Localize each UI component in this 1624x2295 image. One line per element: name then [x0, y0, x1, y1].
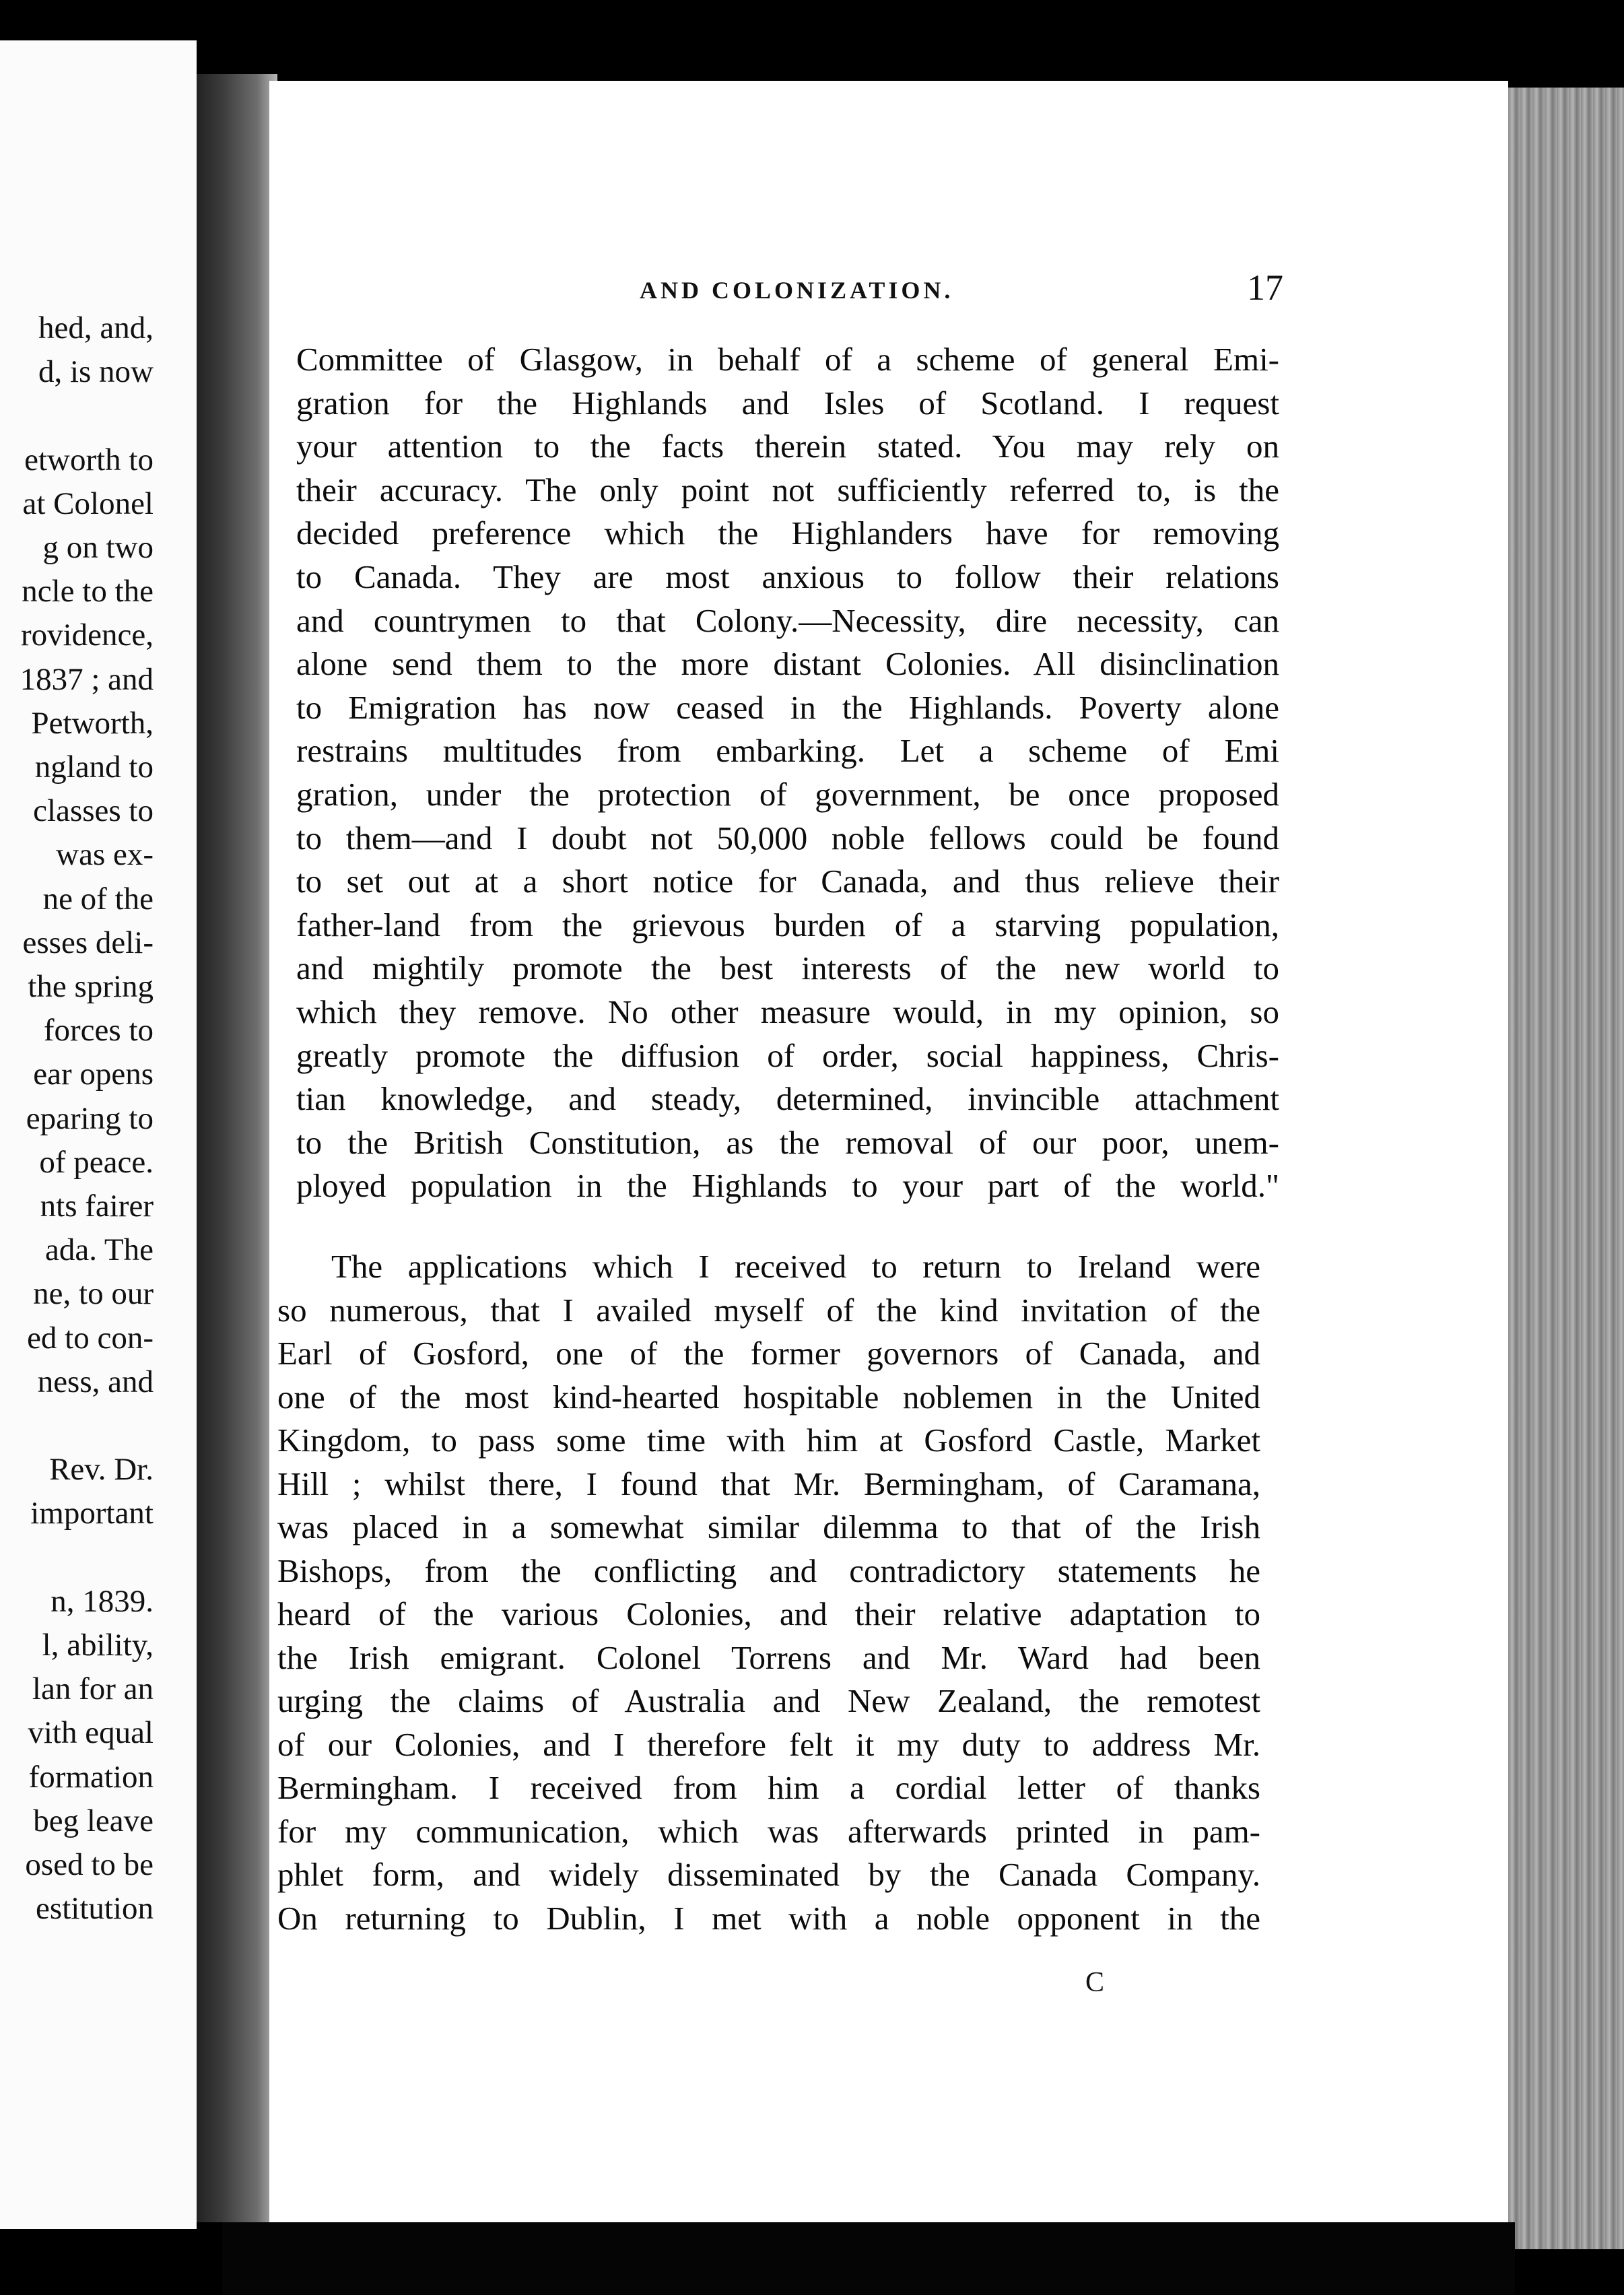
text-line: to them—and I doubt not 50,000 noble fellows could be found: [296, 819, 1279, 857]
text-line: Hill ; whilst there, I found that Mr. Bermingham, of Caramana,: [277, 1465, 1260, 1502]
text-line: to set out at a short notice for Canada, and thus relieve their: [296, 863, 1279, 900]
left-page-line: 1837 ; and: [20, 661, 154, 697]
text-line: of our Colonies, and I therefore felt it my duty to address Mr.: [277, 1725, 1260, 1763]
left-page-line: g on two: [42, 530, 154, 565]
text-line: to the British Constitution, as the removal of our poor, unem-: [296, 1123, 1279, 1161]
left-page-line: etworth to: [24, 442, 154, 477]
left-page-line: ngland to: [34, 750, 154, 785]
left-page-line: rovidence,: [20, 618, 154, 653]
left-page-line: ear opens: [33, 1057, 154, 1092]
text-line: was placed in a somewhat similar dilemma to that of the Irish: [277, 1508, 1260, 1545]
text-line: which they remove. No other measure would, in my opinion, so: [296, 993, 1279, 1030]
page-edge-right: [1508, 88, 1624, 2249]
left-page-line: Petworth,: [31, 705, 154, 741]
text-line: restrains multitudes from embarking. Let a scheme of Emi: [296, 732, 1279, 770]
left-page-line: esses deli-: [22, 925, 154, 960]
text-line: phlet form, and widely disseminated by the Canada Company.: [277, 1856, 1260, 1893]
left-page-line: n, 1839.: [50, 1583, 154, 1619]
text-line: for my communication, which was afterwards printed in pam-: [277, 1812, 1260, 1850]
text-line: their accuracy. The only point not sufficiently referred to, is the: [296, 471, 1279, 508]
text-line: Committee of Glasgow, in behalf of a scheme of general Emi-: [296, 341, 1279, 378]
page-number: 17: [1247, 267, 1283, 308]
text-line: so numerous, that I availed myself of the kind invitation of the: [277, 1291, 1260, 1329]
text-line: gration for the Highlands and Isles of Scotland. I request: [296, 384, 1279, 422]
left-page-line: lan for an: [32, 1671, 154, 1707]
text-line: tian knowledge, and steady, determined, invincible attachment: [296, 1080, 1279, 1118]
left-page-line: beg leave: [33, 1803, 154, 1838]
text-line: On returning to Dublin, I met with a noble opponent in the: [277, 1899, 1260, 1937]
left-page-line: d, is now: [38, 354, 154, 390]
left-page-line: osed to be: [25, 1847, 154, 1882]
left-page-line: at Colonel: [22, 486, 154, 521]
text-line: Earl of Gosford, one of the former governors of Canada, and: [277, 1335, 1260, 1372]
left-page-line: l, ability,: [42, 1628, 154, 1663]
left-page-line: was ex-: [56, 837, 154, 873]
left-page-line: of peace.: [39, 1144, 154, 1180]
left-page-line: ed to con-: [27, 1320, 154, 1356]
text-line: and countrymen to that Colony.—Necessity, dire necessity, can: [296, 601, 1279, 639]
left-page-line: forces to: [43, 1013, 154, 1049]
left-page-line: the spring: [28, 969, 154, 1004]
text-line: The applications which I received to return to Ireland were: [331, 1248, 1260, 1285]
text-line: alone send them to the more distant Colonies. All disinclination: [296, 645, 1279, 683]
signature-mark: C: [1085, 1967, 1105, 1998]
left-page-line: ada. The: [45, 1232, 154, 1268]
left-page-line: classes to: [33, 793, 154, 829]
text-line: Bishops, from the conflicting and contradictory statements he: [277, 1552, 1260, 1589]
left-page-line: estitution: [36, 1891, 154, 1927]
left-page-line: vith equal: [28, 1715, 154, 1751]
text-line: to Emigration has now ceased in the Highlands. Poverty alone: [296, 688, 1279, 726]
text-line: urging the claims of Australia and New Zealand, the remotest: [277, 1682, 1260, 1719]
running-head: AND COLONIZATION.: [640, 277, 954, 304]
left-page-line: important: [30, 1496, 154, 1531]
text-line: and mightily promote the best interests of the new world to: [296, 950, 1279, 987]
text-line: heard of the various Colonies, and their relative adaptation to: [277, 1595, 1260, 1632]
text-line: to Canada. They are most anxious to follow their relations: [296, 558, 1279, 595]
text-line: greatly promote the diffusion of order, social happiness, Chris-: [296, 1036, 1279, 1074]
text-line: your attention to the facts therein stated. You may rely on: [296, 428, 1279, 465]
left-page-line: formation: [28, 1759, 154, 1795]
left-page: [0, 40, 197, 2229]
text-line: gration, under the protection of government, be once proposed: [296, 776, 1279, 813]
text-line: ployed population in the Highlands to your part of the world.": [296, 1167, 1279, 1205]
text-line: the Irish emigrant. Colonel Torrens and Mr. Ward had been: [277, 1638, 1260, 1676]
left-page-line: eparing to: [26, 1100, 154, 1136]
left-page-line: ne, to our: [33, 1276, 154, 1312]
text-line: one of the most kind-hearted hospitable noblemen in the United: [277, 1378, 1260, 1416]
left-page-line: ncle to the: [22, 574, 154, 609]
left-page-line: ness, and: [37, 1364, 154, 1399]
text-line: Kingdom, to pass some time with him at Gosford Castle, Market: [277, 1422, 1260, 1459]
left-page-line: hed, and,: [38, 310, 154, 345]
text-line: decided preference which the Highlanders have for removing: [296, 514, 1279, 552]
text-line: father-land from the grievous burden of a starving population,: [296, 906, 1279, 943]
page-gutter: [197, 74, 277, 2222]
page-edge-bottom: [222, 2222, 1515, 2295]
left-page-line: ne of the: [42, 881, 154, 917]
text-line: Bermingham. I received from him a cordial letter of thanks: [277, 1769, 1260, 1806]
left-page-line: Rev. Dr.: [49, 1452, 154, 1488]
left-page-line: nts fairer: [40, 1189, 154, 1224]
